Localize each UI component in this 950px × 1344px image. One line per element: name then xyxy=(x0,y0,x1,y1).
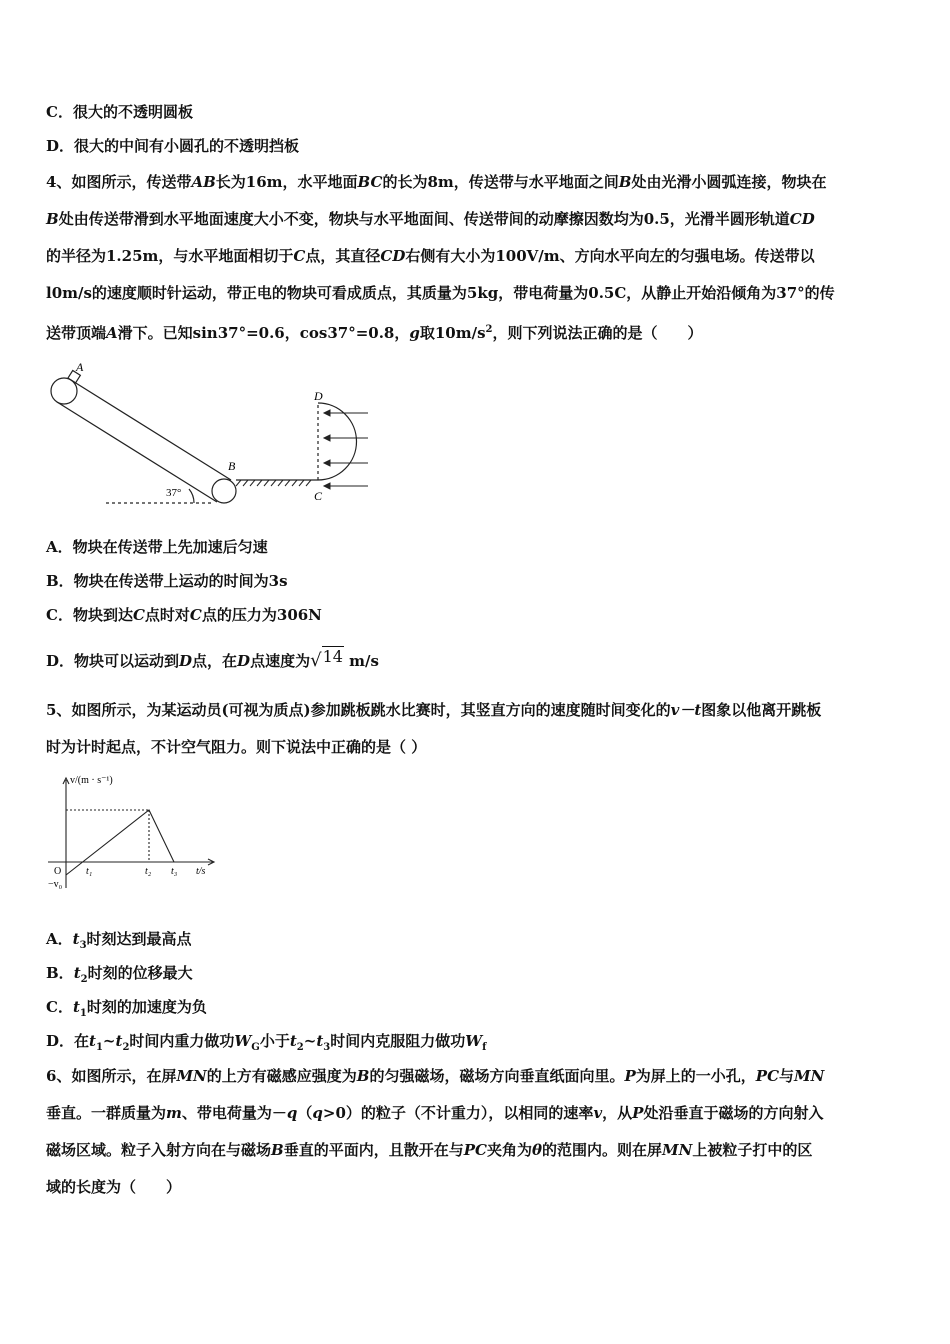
graph-t1: t₁ xyxy=(86,866,93,877)
conveyor-figure xyxy=(46,358,376,508)
q6-line-3: 磁场区域。粒子入射方向在与磁场B垂直的平面内，且散开在与PC夹角为θ的范围内。则在屏MN上被粒子打中的区 xyxy=(46,1141,813,1159)
q4-option-c: C．物块到达C点时对C点的压力为306N xyxy=(46,606,322,624)
q4-line-4: l0m/s的速度顺时针运动，带正电的物块可看成质点，其质量为5kg，带电荷量为0.5C，从静止开始沿倾角为37°的传 xyxy=(46,284,835,302)
q6-line-2: 垂直。一群质量为m、带电荷量为－q（q>0）的粒子（不计重力），以相同的速率v，从P处沿垂直于磁场的方向射入 xyxy=(46,1104,824,1122)
label-angle: 37° xyxy=(166,487,182,499)
label-a: A xyxy=(76,360,84,374)
graph-ylabel: v/(m · s⁻¹) xyxy=(70,775,113,786)
q5-option-a: A．$t_3$时刻达到最高点 xyxy=(46,930,192,951)
q5-option-d: D．在$t_1\sim t_2$时间内重力做功$W_G$小于$t_2\sim t_3$时间内克服阻力做功$W_f$ xyxy=(46,1032,487,1053)
label-c: C xyxy=(314,489,323,503)
graph-xlabel: t/s xyxy=(196,866,206,877)
option-c-prev: C．很大的不透明圆板 xyxy=(46,103,193,121)
q5-line-1: 5、如图所示，为某运动员(可视为质点)参加跳板跳水比赛时，其竖直方向的速度随时间变化的v－t图象以他离开跳板 xyxy=(46,701,822,719)
option-d-prev: D．很大的中间有小圆孔的不透明挡板 xyxy=(46,137,300,155)
vt-graph xyxy=(46,770,221,895)
q4-option-b: B．物块在传送带上运动的时间为3s xyxy=(46,572,288,590)
q5-line-2: 时为计时起点，不计空气阻力。则下说法中正确的是（ ） xyxy=(46,738,427,756)
q4-option-d: D．物块可以运动到D点，在D点速度为√14 m/s xyxy=(46,647,379,671)
sqrt-radicand: 14 xyxy=(322,647,343,666)
q4-line-5: 送带顶端A滑下。已知sin37°=0.6，cos37°=0.8，g取$10m/s^2$，则下列说法正确的是（ ） xyxy=(46,324,703,342)
q4-line-1: 4、如图所示，传送带AB长为16m，水平地面BC的长为8m，传送带与水平地面之间B处由光滑小圆弧连接，物块在 xyxy=(46,173,827,191)
q6-line-4: 域的长度为（ ） xyxy=(46,1178,182,1196)
q4-option-a: A．物块在传送带上先加速后匀速 xyxy=(46,538,268,556)
label-b: B xyxy=(228,459,236,473)
graph-origin: O xyxy=(54,866,62,877)
graph-t2: t₂ xyxy=(145,866,152,877)
q6-line-1: 6、如图所示，在屏MN的上方有磁感应强度为B的匀强磁场，磁场方向垂直纸面向里。P为屏上的一小孔，PC与MN xyxy=(46,1067,825,1085)
q5-option-b: B．$t_2$时刻的位移最大 xyxy=(46,964,193,985)
q4-line-3: 的半径为1.25m，与水平地面相切于C点，其直径CD右侧有大小为100V/m、方向水平向左的匀强电场。传送带以 xyxy=(46,247,815,265)
q4-line-2: B处由传送带滑到水平地面速度大小不变，物块与水平地面间、传送带间的动摩擦因数均为0.5，光滑半圆形轨道CD xyxy=(46,210,815,228)
label-d: D xyxy=(314,389,323,403)
graph-v0: −v₀ xyxy=(48,879,63,890)
q5-option-c: C．$t_1$时刻的加速度为负 xyxy=(46,998,207,1019)
sqrt-sign: √ xyxy=(310,650,322,671)
graph-t3: t₃ xyxy=(171,866,178,877)
